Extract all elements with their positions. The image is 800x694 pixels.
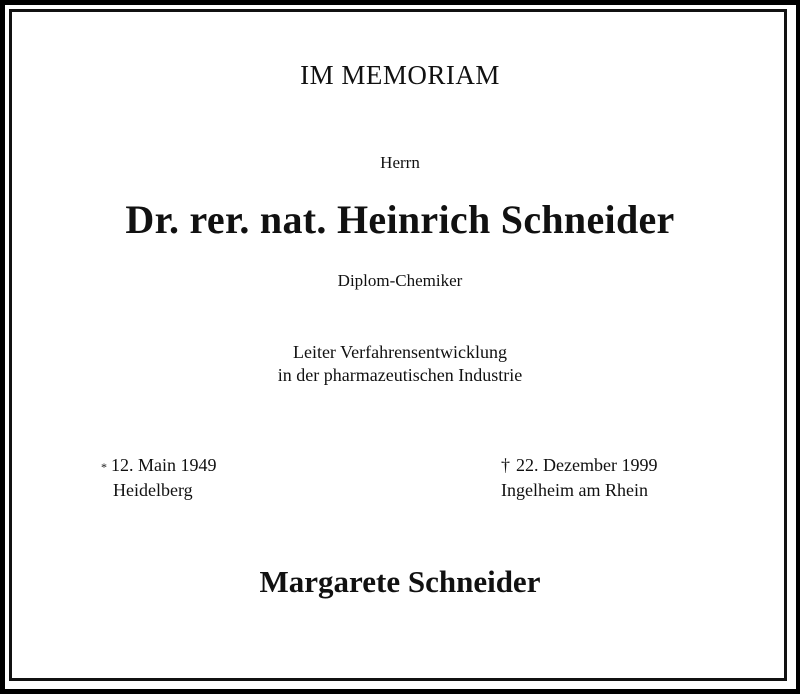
death-cross-icon: † [501,455,510,475]
signature-name: Margarete Schneider [259,564,541,599]
job-position-line-1: Leiter Verfahrensentwicklung [292,342,508,362]
job-position [0,341,800,387]
memorial-heading: IM MEMORIAM [300,60,500,90]
death-date-line [501,453,657,478]
profession: Diplom-Chemiker [337,271,463,290]
death-place: Ingelheim am Rhein [501,480,648,500]
birth-asterisk-icon: * [101,460,107,474]
job-position-line-2: in der pharmazeutischen Industrie [277,365,523,385]
salutation: Herrn [380,153,420,172]
death-info [501,453,657,503]
deceased-name: Dr. rer. nat. Heinrich Schneider [125,197,675,242]
birth-info [101,453,217,503]
birth-date: 12. Main 1949 [111,455,217,475]
birth-place: Heidelberg [113,480,193,500]
birth-date-line [101,453,217,478]
death-date: 22. Dezember 1999 [516,455,658,475]
